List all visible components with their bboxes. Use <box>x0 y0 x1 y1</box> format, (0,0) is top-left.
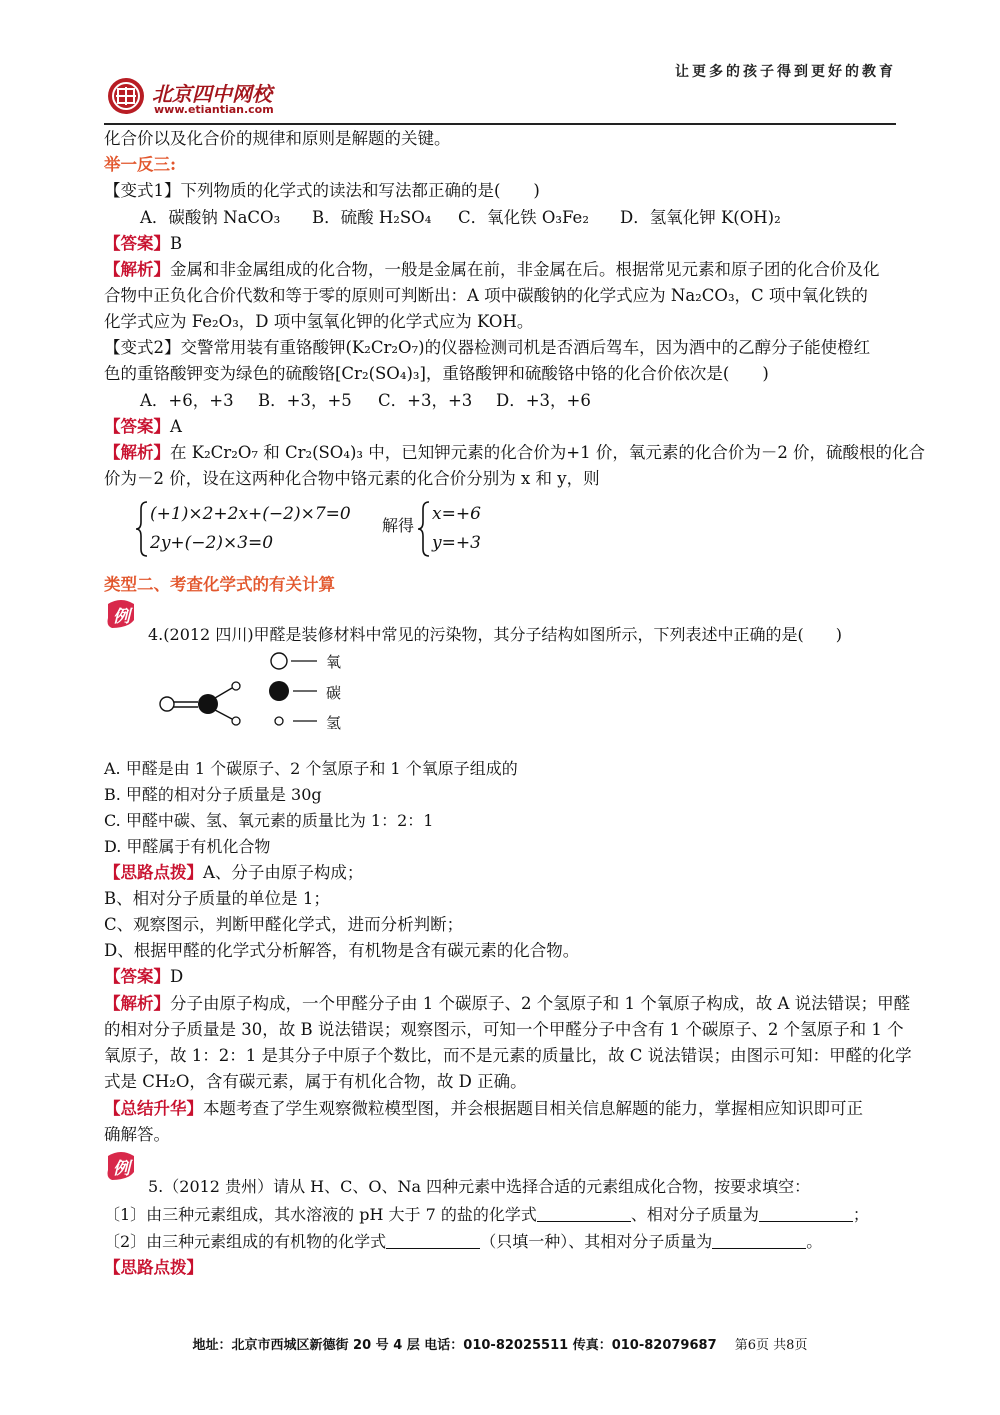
v1-option-d: D．氢氧化钾 K(OH)₂ <box>620 208 781 227</box>
header-rule <box>104 123 896 125</box>
solution-1: x=+6 <box>432 504 481 524</box>
q4-option-d: D. 甲醛属于有机化合物 <box>104 837 271 856</box>
header-slogan: 让更多的孩子得到更好的教育 <box>675 64 896 80</box>
legend-oxygen: 氧 <box>326 653 342 671</box>
v2-question-text-2: 色的重铬酸钾变为绿色的硫酸铬[Cr₂(SO₄)₃]，重铬酸钾和硫酸铬中铬的化合价依次是( ) <box>104 364 769 383</box>
q4-analysis-text-2: 的相对分子质量是 30，故 B 说法错误；观察图示，可知一个甲醛分子中含有 1 个碳原子、2 个氢原子和 1 个 <box>104 1020 904 1039</box>
v2-option-d: D．+3，+6 <box>496 391 591 410</box>
v2-analysis-text-1: 在 K₂Cr₂O₇ 和 Cr₂(SO₄)₃ 中，已知钾元素的化合价为+1 价，氧元素的化合价为－2 价，硫酸根的化合 <box>170 443 926 462</box>
footer-page: 第6页 共8页 <box>734 1338 808 1353</box>
q5-blank-2[interactable] <box>759 1205 853 1222</box>
q4-answer: D <box>170 967 184 986</box>
example-badge-1 <box>104 598 138 630</box>
q5-hint-tag: 【思路点拨】 <box>104 1258 203 1277</box>
v2-question-line-1 <box>104 335 870 361</box>
v2-option-a: A．+6，+3 <box>140 391 234 410</box>
v2-option-b: B．+3，+5 <box>258 391 352 410</box>
q4-hint-text-1: A、分子由原子构成； <box>203 863 364 882</box>
q5-question: 5.（2012 贵州）请从 H、C、O、Na 四种元素中选择合适的元素组成化合物，按要求填空： <box>148 1177 811 1196</box>
q4-hint-tag: 【思路点拨】 <box>104 863 203 882</box>
v2-options <box>140 388 591 414</box>
q4-hint-line-1 <box>104 860 363 886</box>
example-badge-text: 例 <box>113 1159 130 1179</box>
q4-answer-tag: 【答案】 <box>104 967 170 986</box>
q4-summary-text-1: 本题考查了学生观察微粒模型图，并会根据题目相关信息解题的能力，掌握相应知识即可正 <box>203 1099 863 1118</box>
v1-options <box>140 205 781 231</box>
school-logo <box>104 76 304 120</box>
legend-carbon: 碳 <box>326 684 342 702</box>
q4-option-c: C. 甲醛中碳、氢、氧元素的质量比为 1：2：1 <box>104 811 434 830</box>
q4-summary-tag: 【总结升华】 <box>104 1099 203 1118</box>
q5-part1-text-b: 、相对分子质量为 <box>630 1205 759 1224</box>
v2-analysis-line-1 <box>104 440 925 466</box>
v1-answer-line <box>104 231 182 257</box>
school-seal-icon <box>104 76 148 116</box>
v1-analysis-line-1 <box>104 257 880 283</box>
v1-question-line <box>104 178 540 204</box>
q4-analysis-tag: 【解析】 <box>104 994 170 1013</box>
q4-hint-text-2: B、相对分子质量的单位是 1； <box>104 889 330 908</box>
v2-answer: A <box>170 417 182 436</box>
v1-question: 下列物质的化学式的读法和写法都正确的是( ) <box>180 181 540 200</box>
q5-part2-text-c: 。 <box>806 1232 823 1251</box>
v2-answer-tag: 【答案】 <box>104 417 170 436</box>
q4-hint-text-4: D、根据甲醛的化学式分析解答，有机物是含有碳元素的化合物。 <box>104 941 580 960</box>
page-header <box>0 0 1000 130</box>
equation-2: 2y+(−2)×3=0 <box>150 533 274 553</box>
v2-analysis-text-2: 价为－2 价，设在这两种化合物中铬元素的化合价分别为 x 和 y，则 <box>104 469 600 488</box>
v1-analysis-text-2: 合物中正负化合价代数和等于零的原则可判断出：A 项中碳酸钠的化学式应为 Na₂CO₃，C 项中氧化铁的 <box>104 286 868 305</box>
equation-1: (+1)×2+2x+(−2)×7=0 <box>150 504 351 524</box>
q5-blank-4[interactable] <box>712 1232 806 1249</box>
logo-url: www.etiantian.com <box>154 103 274 116</box>
q4-option-b: B. 甲醛的相对分子质量是 30g <box>104 785 322 804</box>
q5-part1-text-a: 〔1〕由三种元素组成，其水溶液的 pH 大于 7 的盐的化学式 <box>104 1205 537 1224</box>
q4-analysis-text-4: 式是 CH₂O，含有碳元素，属于有机化合物，故 D 正确。 <box>104 1072 527 1091</box>
q4-analysis-text-1: 分子由原子构成，一个甲醛分子由 1 个碳原子、2 个氢原子和 1 个氧原子构成，故 A 说法错误；甲醛 <box>170 994 911 1013</box>
q4-summary-line-1 <box>104 1096 863 1122</box>
v1-option-a: A．碳酸钠 NaCO₃ <box>140 208 281 227</box>
q4-answer-line <box>104 964 183 990</box>
v1-tag: 【变式1】 <box>104 181 181 200</box>
q4-analysis-line-1 <box>104 991 910 1017</box>
q4-option-a: A. 甲醛是由 1 个碳原子、2 个氢原子和 1 个氧原子组成的 <box>104 759 518 778</box>
juyi-heading: 举一反三: <box>104 155 177 174</box>
q4-analysis-text-3: 氧原子，故 1：2：1 是其分子中原子个数比，而不是元素的质量比，故 C 说法错误；由图示可知：甲醛的化学 <box>104 1046 912 1065</box>
q5-part-2 <box>104 1229 822 1255</box>
equation-system <box>134 500 514 560</box>
v1-answer-tag: 【答案】 <box>104 234 170 253</box>
solve-label: 解得 <box>382 516 415 535</box>
left-brace-icon <box>134 500 150 558</box>
q5-part2-text-a: 〔2〕由三种元素组成的有机物的化学式 <box>104 1232 387 1251</box>
example-badge-text: 例 <box>113 607 130 627</box>
v2-answer-line <box>104 414 182 440</box>
v2-tag: 【变式2】 <box>104 338 181 357</box>
v1-analysis-tag: 【解析】 <box>104 260 170 279</box>
q4-summary-text-2: 确解答。 <box>104 1125 170 1144</box>
q5-blank-1[interactable] <box>537 1205 631 1222</box>
v2-option-c: C．+3，+3 <box>378 391 473 410</box>
v1-answer: B <box>170 234 183 253</box>
q4-question: 4.(2012 四川)甲醛是装修材料中常见的污染物，其分子结构如图所示，下列表述中正确的是( ) <box>148 625 843 644</box>
q5-part1-text-c: ； <box>852 1205 869 1224</box>
right-brace-icon <box>416 500 432 558</box>
legend-hydrogen: 氢 <box>326 714 342 732</box>
intro-line: 化合价以及化合价的规律和原则是解题的关键。 <box>104 129 451 148</box>
v2-analysis-tag: 【解析】 <box>104 443 170 462</box>
formaldehyde-molecule-figure <box>150 648 370 736</box>
q5-part2-text-b: （只填一种）、其相对分子质量为 <box>480 1232 713 1251</box>
v2-question-text-1: 交警常用装有重铬酸钾(K₂Cr₂O₇)的仪器检测司机是否酒后驾车，因为酒中的乙醇分子能使橙红 <box>180 338 871 357</box>
v1-option-c: C．氧化铁 O₃Fe₂ <box>458 208 589 227</box>
page-footer <box>0 1334 1000 1358</box>
section-title: 类型二、考查化学式的有关计算 <box>104 575 335 594</box>
example-badge-2 <box>104 1150 138 1182</box>
v1-analysis-text-3: 化学式应为 Fe₂O₃，D 项中氢氧化钾的化学式应为 KOH。 <box>104 312 534 331</box>
q4-hint-text-3: C、观察图示，判断甲醛化学式，进而分析判断； <box>104 915 464 934</box>
logo-name: 北京四中网校 <box>152 82 272 106</box>
q5-blank-3[interactable] <box>386 1232 480 1249</box>
v1-analysis-text-1: 金属和非金属组成的化合物，一般是金属在前，非金属在后。根据常见元素和原子团的化合价及化 <box>170 260 880 279</box>
q5-part-1 <box>104 1202 869 1228</box>
footer-address: 地址：北京市西城区新德街 20 号 4 层 电话：010-82025511 传真：010-82079687 <box>192 1338 717 1353</box>
solution-2: y=+3 <box>432 533 481 553</box>
v1-option-b: B．硫酸 H₂SO₄ <box>312 208 432 227</box>
